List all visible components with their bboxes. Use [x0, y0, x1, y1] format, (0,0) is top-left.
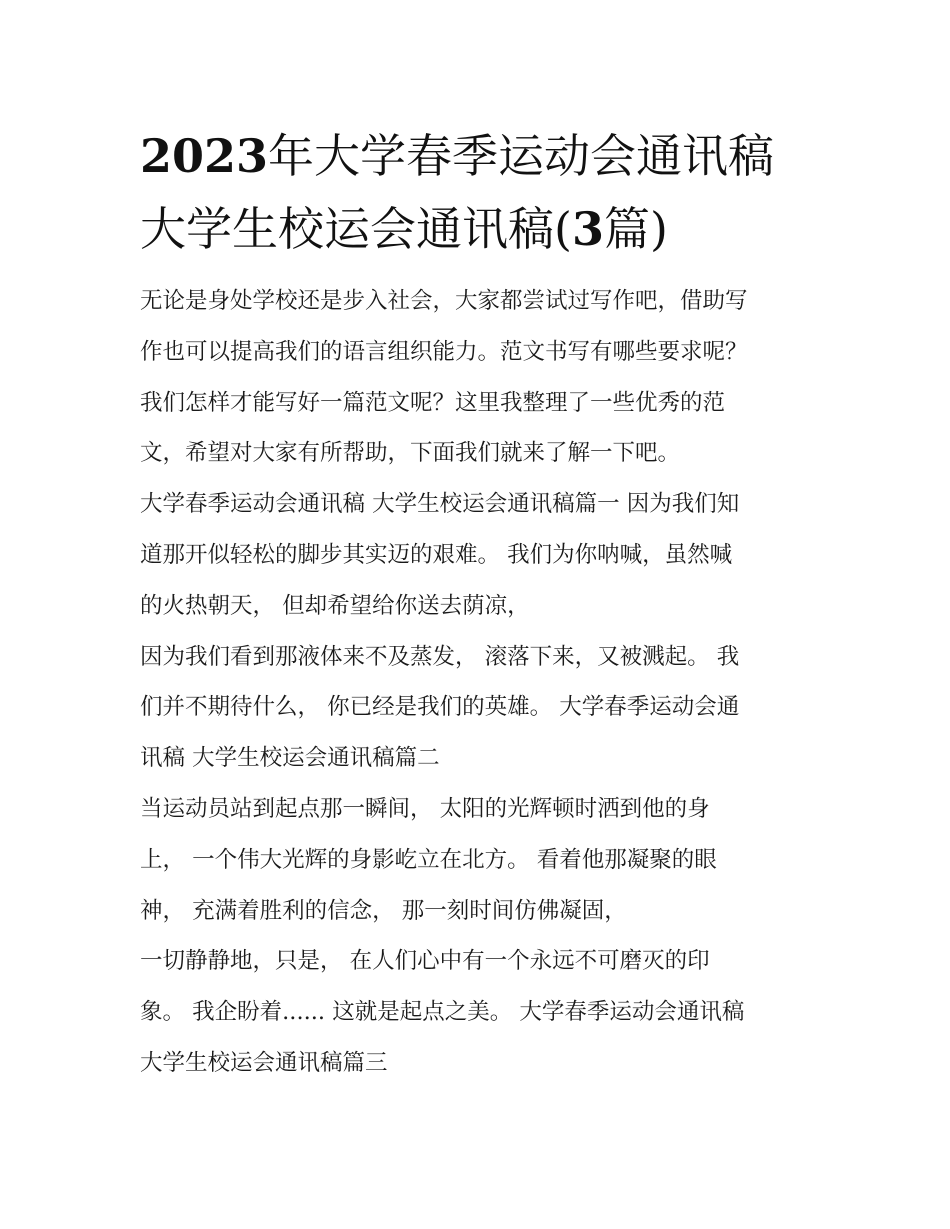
text-line: 无论是身处学校还是步入社会，大家都尝试过写作吧，借助写 — [140, 288, 748, 314]
title-count: 3 — [571, 202, 604, 256]
text-line: 上， 一个伟大光辉的身影屹立在北方。 看着他那凝聚的眼 — [140, 846, 717, 873]
text-line: 讯稿 大学生校运会通讯稿篇二 — [140, 745, 440, 772]
title-line-2 — [140, 193, 840, 266]
text-line: 作也可以提高我们的语言组织能力。范文书写有哪些要求呢？ — [140, 338, 748, 365]
text-line: 大学生校运会通讯稿篇三 — [140, 1049, 388, 1076]
title-line-2-text: 大学生校运会通讯稿( — [140, 202, 572, 256]
title-line-2-tail: 篇) — [603, 202, 668, 256]
title-line-1-text: 年大学春季运动会通讯稿 — [268, 129, 775, 183]
text-line: 文，希望对大家有所帮助，下面我们就来了解一下吧。 — [140, 440, 681, 467]
title-line-1 — [140, 120, 840, 193]
text-line: 因为我们看到那液体来不及蒸发， 滚落下来，又被溅起。 我 — [140, 643, 740, 670]
document-title — [140, 120, 840, 266]
text-line: 象。 我企盼着...... 这就是起点之美。 大学春季运动会通讯稿 — [140, 999, 745, 1026]
text-line: 的火热朝天， 但却希望给你送去荫凉， — [140, 592, 530, 619]
text-line: 们并不期待什么， 你已经是我们的英雄。 大学春季运动会通 — [140, 694, 740, 721]
title-year: 2023 — [140, 129, 269, 183]
document-body — [140, 281, 820, 1094]
text-line: 神， 充满着胜利的信念， 那一刻时间仿佛凝固， — [140, 897, 627, 924]
text-line: 大学春季运动会通讯稿 大学生校运会通讯稿篇一 因为我们知 — [140, 491, 740, 518]
text-line: 当运动员站到起点那一瞬间， 太阳的光辉顿时洒到他的身 — [140, 795, 710, 822]
text-line: 道那开似轻松的脚步其实迈的艰难。 我们为你呐喊，虽然喊 — [140, 541, 733, 568]
text-line: 一切静静地，只是， 在人们心中有一个永远不可磨灭的印 — [140, 948, 710, 975]
text-line: 我们怎样才能写好一篇范文呢？这里我整理了一些优秀的范 — [140, 389, 726, 416]
